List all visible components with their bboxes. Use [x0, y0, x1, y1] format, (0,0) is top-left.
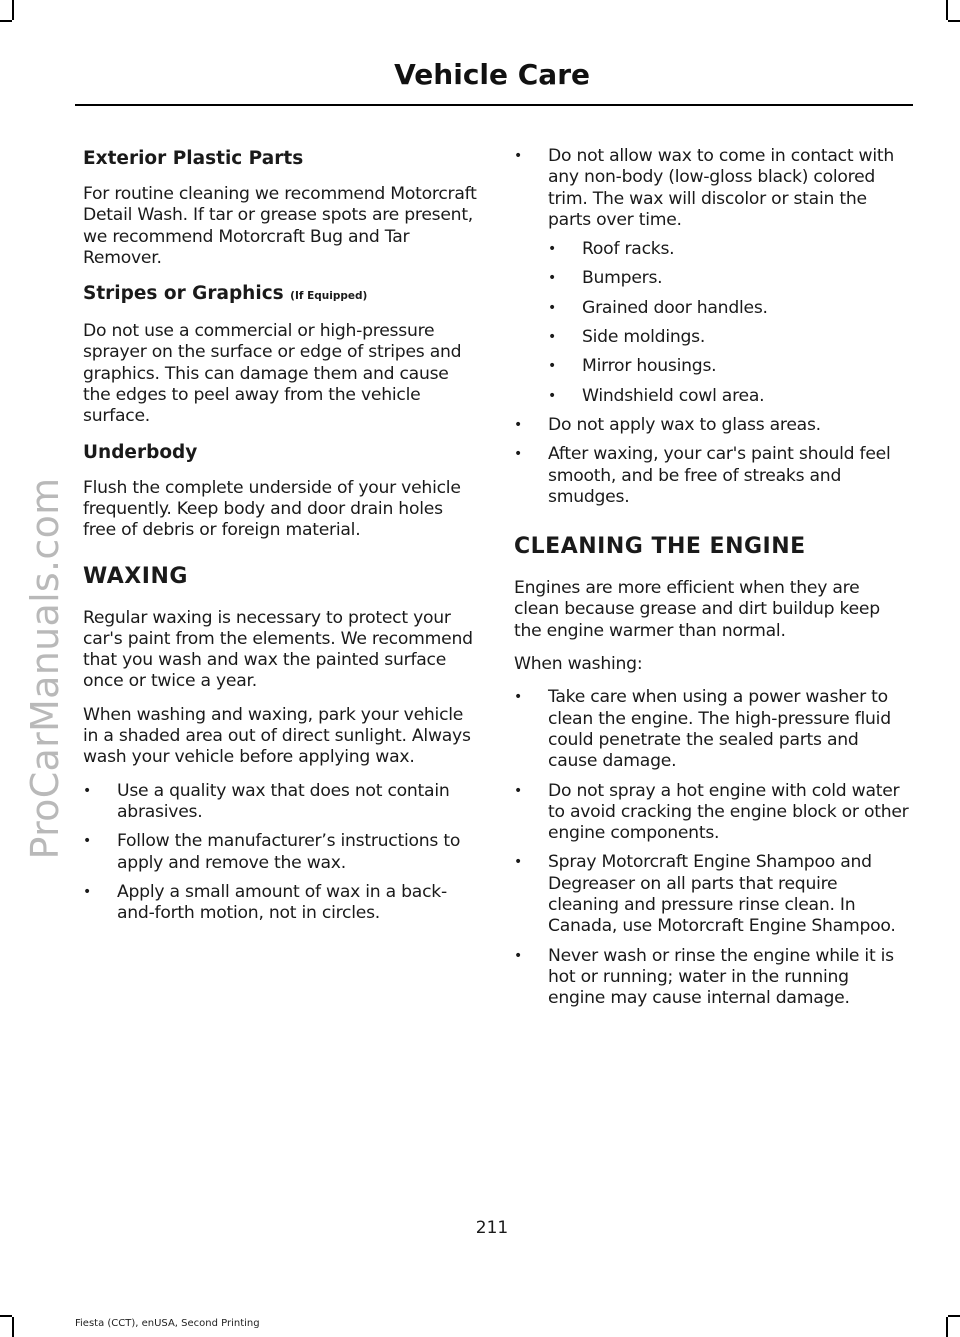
sub-list-item: • Roof racks. [548, 239, 909, 260]
left-column [83, 146, 478, 932]
right-column [514, 146, 909, 1018]
watermark: ProCarManuals.com [23, 477, 67, 860]
list-item: • Never wash or rinse the engine while it is hot or running; water in the running engine may cause internal damage. [514, 946, 909, 1010]
list-item: • After waxing, your car's paint should feel smooth, and be free of streaks and smudges. [514, 444, 909, 508]
exterior-plastic-text: For routine cleaning we recommend Motorcraft Detail Wash. If tar or grease spots are present, we recommend Motorcraft Bug and Tar Remover. [83, 184, 477, 268]
engine-para-1: Engines are more efficient when they are clean because grease and dirt buildup keep the engine warmer than normal. [514, 578, 880, 641]
engine-para-2: When washing: [514, 654, 643, 675]
waxing-para-1: Regular waxing is necessary to protect your car's paint from the elements. We recommend that you wash and wax the painted surface once or twice a year. [83, 607, 473, 692]
sub-list-item: • Windshield cowl area. [548, 386, 909, 407]
sub-list-item: • Mirror housings. [548, 356, 909, 377]
stripes-condition: (If Equipped) [290, 290, 368, 303]
list-item: • Spray Motorcraft Engine Shampoo and Degreaser on all parts that require cleaning and pressure rinse clean. In Canada, use Motorcraft Engine Shampoo. [514, 852, 909, 937]
waxing-bullet-list [83, 781, 478, 925]
sub-list-item: • Grained door handles. [548, 298, 909, 319]
crop-mark [948, 20, 960, 22]
underbody-text: Flush the complete underside of your vehicle frequently. Keep body and door drain holes free of debris or foreign material. [83, 477, 461, 541]
list-item: • Follow the manufacturer’s instructions to apply and remove the wax. [83, 831, 478, 874]
sub-list-item: • Side moldings. [548, 327, 909, 348]
header-divider [75, 104, 913, 106]
edition-footer: Fiesta (CCT), enUSA, Second Printing [75, 1318, 260, 1329]
sub-list-item: • Bumpers. [548, 268, 909, 289]
stripes-heading-text: Stripes or Graphics [83, 283, 284, 305]
wax-trim-warning: Do not allow wax to come in contact with any non-body (low-gloss black) colored trim. The wax will discolor or stain the parts over time. [548, 146, 895, 230]
crop-mark [946, 0, 948, 20]
list-item: • Use a quality wax that does not contain abrasives. [83, 781, 478, 824]
waxing-para-2: When washing and waxing, park your vehicle in a shaded area out of direct sunlight. Always wash your vehicle before applying wax. [83, 704, 471, 768]
trim-parts-list [548, 239, 909, 407]
engine-bullet-list [514, 687, 909, 1009]
page-number: 211 [475, 1218, 509, 1238]
waxing-heading: WAXING [83, 563, 188, 589]
list-item: • Apply a small amount of wax in a back-and-forth motion, not in circles. [83, 882, 478, 925]
list-item: • Do not spray a hot engine with cold water to avoid cracking the engine block or other engine components. [514, 781, 909, 845]
cleaning-engine-heading: CLEANING THE ENGINE [514, 534, 806, 560]
underbody-heading: Underbody [83, 441, 198, 463]
stripes-heading [83, 281, 478, 309]
list-item: • Take care when using a power washer to clean the engine. The high-pressure fluid could penetrate the sealed parts and cause damage. [514, 687, 909, 772]
crop-mark [946, 1317, 948, 1337]
exterior-plastic-heading: Exterior Plastic Parts [83, 148, 304, 169]
stripes-text: Do not use a commercial or high-pressure sprayer on the surface or edge of stripes and graphics. This can damage them and cause the edges to peel away from the vehicle surface. [83, 321, 462, 427]
list-item [514, 146, 909, 407]
wax-precautions-list [514, 146, 909, 508]
crop-mark [948, 1315, 960, 1317]
list-item: • Do not apply wax to glass areas. [514, 415, 909, 436]
page-title: Vehicle Care [394, 58, 590, 91]
